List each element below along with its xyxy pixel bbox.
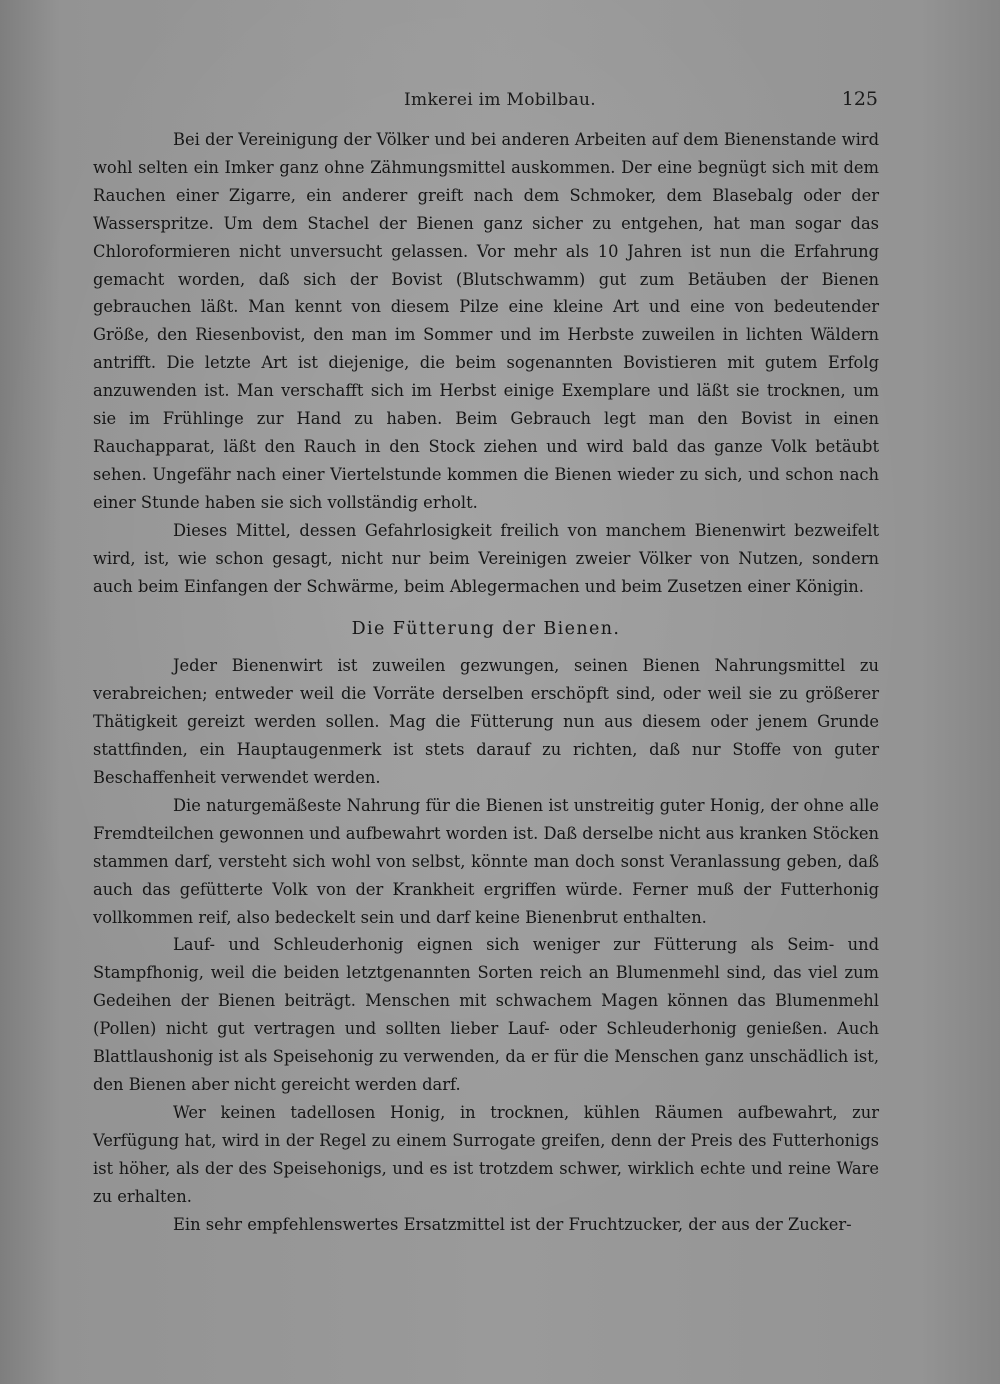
section-heading: Die Fütterung der Bienen.: [351, 619, 621, 640]
paragraph-honig: Die naturgemäßeste Nahrung für die Bienen ist unstreitig guter Honig, der ohne alle Fremdteilchen gewonnen und aufbewahrt worden ist. Daß derselbe nicht aus kranken Stöcken stammen darf, versteht sich wohl von selbst, könnte man doch sonst Veranlassung geben, daß auch das gefütterte Volk von der Krankheit ergriffen würde. Ferner muß der Futterhonig vollkommen reif, also bedeckelt sein und darf keine Bienenbrut enthalten.: [93, 795, 879, 927]
paragraph-lauf-schleuderhonig: Lauf- und Schleuderhonig eignen sich weniger zur Fütterung als Seim- und Stampfhonig, weil die beiden letztgenannten Sorten reich an Blumenmehl sind, das viel zum Gedeihen der Bienen beiträgt. Menschen mit schwachem Magen können das Blumenmehl (Pollen) nicht gut vertragen und sollten lieber Lauf- oder Schleuderhonig genießen. Auch Blattlaushonig ist als Speisehonig zu verwenden, da er für die Menschen ganz unschädlich ist, den Bienen aber nicht gereicht werden darf.: [93, 935, 879, 1094]
paragraph-fuetterung-intro: Jeder Bienenwirt ist zuweilen gezwungen, seinen Bienen Nahrungsmittel zu verabreichen; entweder weil die Vorräte derselben erschöpft sind, oder weil sie zu größerer Thätigkeit gereizt werden sollen. Mag die Fütterung nun aus diesem oder jenem Grunde stattfinden, ein Hauptaugenmerk ist stets darauf zu richten, daß nur Stoffe von guter Beschaffenheit verwendet werden.: [93, 656, 879, 788]
page-header: [0, 86, 1000, 116]
paragraph-fruchtzucker: Ein sehr empfehlenswertes Ersatzmittel ist der Fruchtzucker, der aus der Zucker-: [173, 1214, 852, 1234]
body-text: [93, 126, 879, 1238]
paragraph-mittel: Dieses Mittel, dessen Gefahrlosigkeit freilich von manchem Bienenwirt bezweifelt wird, ist, wie schon gesagt, nicht nur beim Vereinigen zweier Völker von Nutzen, sondern auch beim Einfangen der Schwärme, beim Ablegermachen und beim Zusetzen einer Königin.: [93, 520, 879, 596]
running-head: Imkerei im Mobilbau.: [404, 90, 596, 110]
paragraph-surrogate: Wer keinen tadellosen Honig, in trocknen, kühlen Räumen aufbewahrt, zur Verfügung hat, wird in der Regel zu einem Surrogate greifen, denn der Preis des Futterhonigs ist höher, als der des Speisehonigs, und es ist trotzdem schwer, wirklich echte und reine Ware zu erhalten.: [93, 1102, 879, 1206]
paragraph-bovist: Bei der Vereinigung der Völker und bei anderen Arbeiten auf dem Bienenstande wird wohl selten ein Imker ganz ohne Zähmungsmittel auskommen. Der eine begnügt sich mit dem Rauchen einer Zigarre, ein anderer greift nach dem Schmoker, dem Blasebalg oder der Wasserspritze. Um dem Stachel der Bienen ganz sicher zu entgehen, hat man sogar das Chloroformieren nicht unversucht gelassen. Vor mehr als 10 Jahren ist nun die Erfahrung gemacht worden, daß sich der Bovist (Blutschwamm) gut zum Betäuben der Bienen gebrauchen läßt. Man kennt von diesem Pilze eine kleine Art und eine von bedeutender Größe, den Riesenbovist, den man im Sommer und im Herbste zuweilen in lichten Wäldern antrifft. Die letzte Art ist diejenige, die beim sogenannten Bovistieren mit gutem Erfolg anzuwenden ist. Man verschafft sich im Herbst einige Exemplare und läßt sie trocknen, um sie im Frühlinge zur Hand zu haben. Beim Gebrauch legt man den Bovist in einen Rauchapparat, läßt den Rauch in den Stock ziehen und wird bald das ganze Volk betäubt sehen. Ungefähr nach einer Viertelstunde kommen die Bienen wieder zu sich, und schon nach einer Stunde haben sie sich vollständig erholt.: [93, 130, 879, 512]
page-number: 125: [841, 88, 878, 110]
